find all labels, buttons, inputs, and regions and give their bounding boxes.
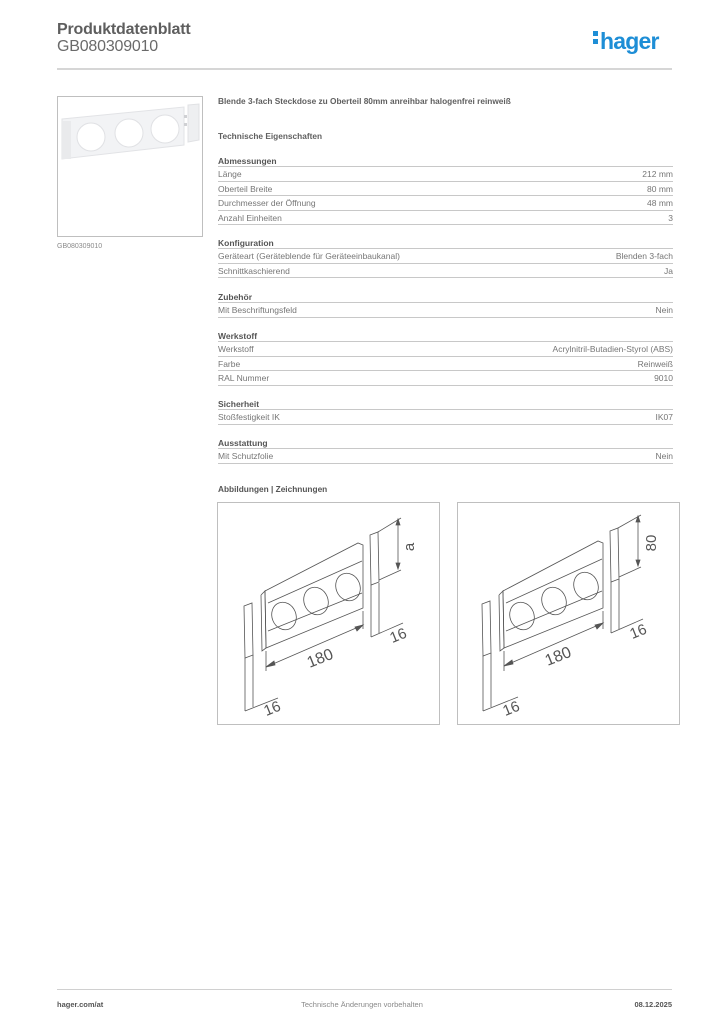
- row-value: 9010: [654, 373, 673, 383]
- product-title: Blende 3-fach Steckdose zu Oberteil 80mm anreihbar halogenfrei reinweiß: [218, 96, 511, 106]
- group-title: Zubehör: [218, 291, 673, 303]
- row-label: Farbe: [218, 358, 241, 369]
- hager-logo: [593, 28, 659, 55]
- figures-heading: Abbildungen | Zeichnungen: [218, 484, 328, 494]
- footer-divider: [57, 989, 672, 990]
- row-label: Mit Schutzfolie: [218, 451, 274, 461]
- row-label: Länge: [218, 169, 242, 179]
- table-row: [218, 182, 673, 197]
- row-label: Oberteil Breite: [218, 183, 273, 194]
- table-row: [218, 371, 673, 386]
- table-row: [218, 410, 673, 425]
- row-value: Nein: [655, 451, 673, 461]
- row-value: 48 mm: [647, 198, 673, 208]
- technical-properties-heading: Technische Eigenschaften: [218, 131, 323, 141]
- footer-notice: Technische Änderungen vorbehalten: [301, 1000, 423, 1009]
- row-label: Mit Beschriftungsfeld: [218, 305, 297, 315]
- row-value: 212 mm: [642, 169, 673, 179]
- logo-colon-icon: [593, 28, 598, 47]
- row-value: Acrylnitril-Butadien-Styrol (ABS): [552, 344, 673, 354]
- table-row: [218, 167, 673, 182]
- group-title: Ausstattung: [218, 437, 673, 449]
- group-konfiguration: [218, 237, 673, 278]
- row-label: Geräteart (Geräteblende für Geräteeinbaukanal): [218, 251, 400, 261]
- product-thumbnail: [57, 96, 203, 237]
- width-label: 180: [542, 643, 574, 670]
- group-sicherheit: [218, 398, 673, 425]
- row-value: Nein: [655, 305, 673, 315]
- row-value: 3: [668, 212, 673, 223]
- logo-text: hager: [600, 28, 659, 54]
- group-title: Sicherheit: [218, 398, 673, 410]
- table-row: [218, 211, 673, 226]
- cover-plate-drawing-icon: [458, 503, 681, 726]
- table-row: [218, 249, 673, 264]
- product-code: GB080309010: [57, 38, 159, 55]
- row-label: RAL Nummer: [218, 373, 270, 383]
- row-value: Blenden 3-fach: [615, 251, 673, 261]
- technical-drawing-2: [457, 502, 680, 725]
- right-depth-label: 16: [387, 624, 410, 647]
- table-row: [218, 357, 673, 372]
- group-ausstattung: [218, 437, 673, 464]
- right-depth-label: 16: [627, 620, 650, 643]
- technical-drawing-1: [217, 502, 440, 725]
- footer-date: 08.12.2025: [634, 1000, 672, 1009]
- cover-plate-drawing-icon: [218, 503, 441, 726]
- group-title: Werkstoff: [218, 330, 673, 342]
- group-title: Konfiguration: [218, 237, 673, 249]
- table-row: [218, 449, 673, 464]
- header-divider: [57, 68, 672, 70]
- height-label: a: [401, 542, 418, 552]
- group-zubehoer: [218, 291, 673, 318]
- height-label: 80: [643, 534, 660, 552]
- row-label: Anzahl Einheiten: [218, 212, 282, 223]
- table-row: [218, 264, 673, 279]
- table-row: [218, 196, 673, 211]
- width-label: 180: [304, 645, 336, 672]
- group-werkstoff: [218, 330, 673, 386]
- row-label: Schnittkaschierend: [218, 265, 290, 276]
- table-row: [218, 342, 673, 357]
- group-title: Abmessungen: [218, 155, 673, 167]
- row-label: Stoßfestigkeit IK: [218, 412, 280, 422]
- row-value: Ja: [664, 265, 673, 276]
- thumbnail-caption: GB080309010: [57, 243, 103, 250]
- left-depth-label: 16: [261, 697, 284, 720]
- left-depth-label: 16: [500, 697, 523, 720]
- row-value: Reinweiß: [637, 358, 673, 369]
- row-value: IK07: [655, 412, 673, 422]
- cover-plate-photo-icon: [58, 97, 204, 238]
- table-row: [218, 303, 673, 318]
- row-label: Durchmesser der Öffnung: [218, 198, 316, 208]
- row-label: Werkstoff: [218, 344, 254, 354]
- group-abmessungen: [218, 155, 673, 225]
- footer-website-link[interactable]: hager.com/at: [57, 1000, 104, 1009]
- row-value: 80 mm: [647, 183, 673, 194]
- document-title: Produktdatenblatt: [57, 21, 191, 38]
